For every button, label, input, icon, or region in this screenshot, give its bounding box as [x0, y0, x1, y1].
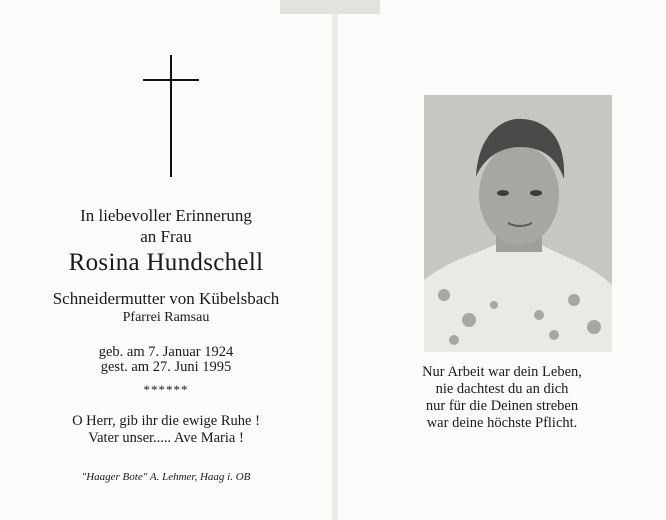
deceased-role: Schneidermutter von Kübelsbach	[52, 289, 280, 308]
poem-line-1: Nur Arbeit war dein Leben,	[422, 364, 582, 380]
cross-icon	[143, 55, 199, 177]
deceased-name: Rosina Hundschell	[68, 249, 264, 276]
portrait-photo	[424, 95, 612, 352]
prayer-line-1: O Herr, gib ihr die ewige Ruhe !	[72, 413, 260, 429]
poem-line-4: war deine höchste Pflicht.	[426, 415, 578, 431]
salutation: an Frau	[140, 227, 192, 246]
poem-line-2: nie dachtest du an dich	[435, 381, 569, 397]
printer-credit: "Haager Bote" A. Lehmer, Haag i. OB	[81, 471, 251, 483]
parish: Pfarrei Ramsau	[122, 310, 210, 325]
memorial-line: In liebevoller Erinnerung	[80, 206, 252, 225]
death-date: gest. am 27. Juni 1995	[100, 359, 232, 375]
birth-date: geb. am 7. Januar 1924	[98, 344, 234, 360]
separator: ******	[143, 382, 189, 397]
top-shadow-strip	[280, 0, 380, 14]
poem-line-3: nur für die Deinen streben	[425, 398, 579, 414]
portrait-image	[424, 95, 612, 352]
prayer-line-2: Vater unser..... Ave Maria !	[88, 430, 244, 446]
